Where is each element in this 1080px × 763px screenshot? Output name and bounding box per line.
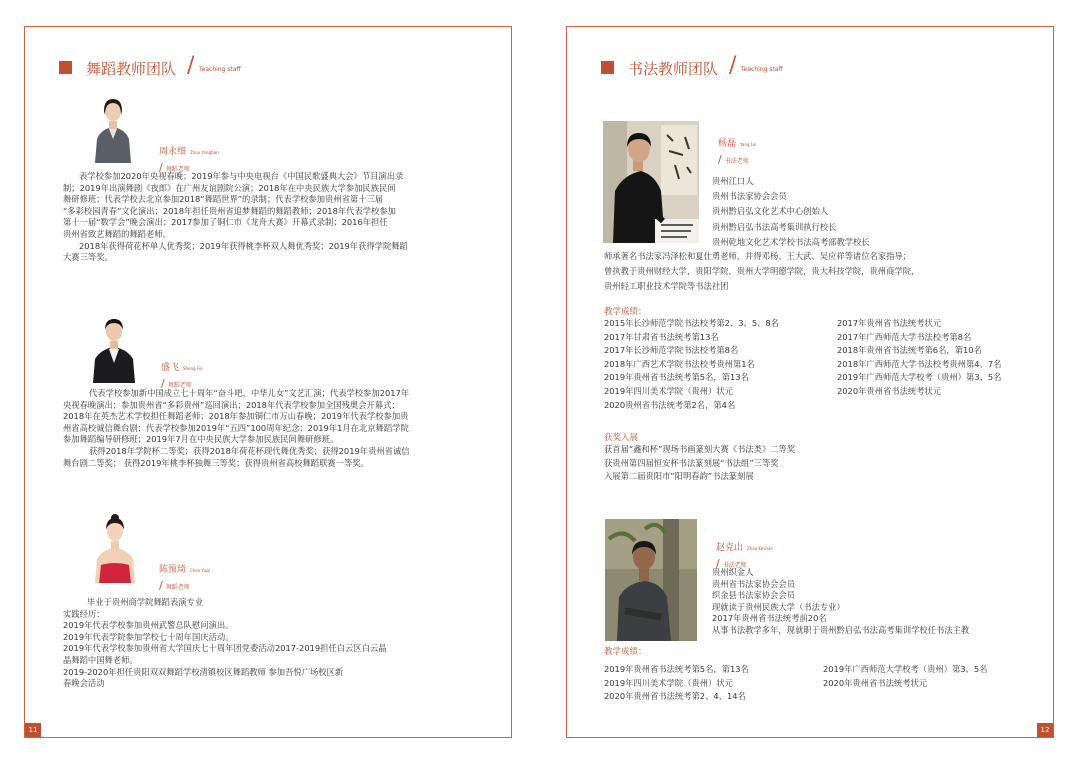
bio-line: 2018年获得荷花杯单人优秀奖；2019年获得桃李杯双人舞优秀奖；2019年获得学院舞蹈 <box>79 240 408 251</box>
list-item <box>604 399 1044 413</box>
achievement-left: 2018年广西艺术学院书法校考贵州第1名 <box>604 358 755 369</box>
teacher-name-block-zhou <box>159 139 219 174</box>
teacher-name: 周永细 <box>159 147 187 157</box>
list-item <box>604 358 1044 372</box>
teacher-name: 陈预琦 <box>159 565 187 575</box>
intro-line: 织金县书法家协会会员 <box>712 590 795 601</box>
award-item: 获贵州第四届恒安杯书法篆刻展“书法组”三等奖 <box>604 457 779 468</box>
achievements-heading: 教学成绩： <box>604 307 647 317</box>
list-item <box>604 385 1044 399</box>
list-item <box>604 344 1044 358</box>
teacher-name-block-sheng <box>161 355 203 390</box>
list-item <box>604 443 1044 457</box>
achievement-left: 2020年贵州省书法统考第2、4、14名 <box>604 691 746 702</box>
portrait-icon <box>89 315 139 383</box>
teacher-intro-zhao <box>712 567 1042 637</box>
bio-line: 参加舞蹈编导研修班；2019年7月在中央民族大学参加民族民间舞研修班。 <box>63 434 339 445</box>
list-item <box>604 371 1044 385</box>
teacher-name-block-chen <box>159 557 210 592</box>
achievement-left: 2019年四川美术学院（贵州）状元 <box>604 385 733 396</box>
teacher-name-en: Zhao Keshan <box>747 546 773 551</box>
intro-line: 从事书法教学多年，现就职于贵州黔启弘书法高考集训学校任书法主教 <box>712 624 970 635</box>
list-item <box>604 317 1044 331</box>
intro-line: 现就读于贵州民族大学（书法专业） <box>712 601 845 612</box>
bio-line: 获得2018年学院杯二等奖；获得2018年荷花杯现代舞优秀奖；获得2019年贵州省诚信 <box>89 445 410 456</box>
title-square-icon <box>601 61 614 74</box>
teacher-intro-yang <box>712 174 1042 250</box>
page-number: 11 <box>25 723 41 737</box>
bio-line: 州省高校诚信舞台剧；代表学校参加2019年“五四”100周年纪念；2019年1月在北京舞蹈学院 <box>63 422 409 433</box>
section-subtitle-en: Teaching staff <box>741 66 783 73</box>
teacher-role-label: 舞蹈老师 <box>167 382 192 389</box>
left-page <box>24 26 512 738</box>
award-item: 获首届“鑫和杯”现场书画篆刻大赛《书法类》二等奖 <box>604 444 796 454</box>
intro-line: 贵州书法家协会会员 <box>712 191 787 202</box>
achievement-right: 2018年广西师范大学书法校考贵州第4、7名 <box>837 358 1002 369</box>
list-item <box>604 677 1044 691</box>
list-item <box>604 457 1044 471</box>
teacher-bio-sheng <box>63 388 475 469</box>
teacher-photo-chen <box>87 511 143 583</box>
intro-line: 2017年贵州省书法统考前20名 <box>712 613 827 624</box>
list-item <box>604 663 1044 677</box>
teacher-photo-zhou <box>87 93 139 163</box>
bio-line: 第十一届“数学会”晚会演出；2017参加了铜仁市《龙舟大赛》开幕式录制；2016年担任 <box>63 217 388 228</box>
teacher-name-en: Chen Yuqi <box>190 568 210 573</box>
achievement-right: 2017年贵州省书法统考状元 <box>837 318 942 328</box>
achievement-left: 2015年长沙师范学院书法校考第2、3、5、8名 <box>604 318 779 328</box>
bio-line: 表学校参加2020年央视春晚；2019年参与中央电视台《中国民歌盛典大会》节目演出录 <box>79 171 404 181</box>
teacher-name-en: Yang Lei <box>740 142 757 147</box>
intro-line: 贵州织金人 <box>712 567 754 577</box>
bio-line: 实践经历： <box>63 608 105 619</box>
achievements-heading: 教学成绩： <box>604 647 647 657</box>
bio-line: 贵州轻工职业技术学院等书法社团 <box>604 281 729 292</box>
bio-line: 2019年代表学院参加学校七十周年国庆活动。 <box>63 631 234 642</box>
teacher-name-en: Zhou Yongtian <box>190 150 219 155</box>
teacher-bio-yang <box>604 249 1044 295</box>
achievement-left: 2017年甘肃省书法统考第13名 <box>604 331 719 342</box>
achievements-list-zhao <box>604 663 1044 704</box>
bio-line: 毕业于贵州商学院舞蹈表演专业 <box>87 597 204 607</box>
award-item: 入展第二届贵阳市“阳明春韵”书法篆刻展 <box>604 471 754 482</box>
achievement-right: 2018年贵州省书法统考第6名，第10名 <box>837 345 982 356</box>
intro-line: 贵州黔启弘书法高考集训执行校长 <box>712 221 837 232</box>
bio-line: 曾执教于贵州财经大学，贵阳学院，贵州大学明德学院，贵大科技学院，贵州商学院， <box>604 266 920 277</box>
bio-line: 代表学校参加新中国成立七十周年“奋斗吧，中华儿女”文艺汇演；代表学校参加2017年 <box>89 388 410 398</box>
section-subtitle-en: Teaching staff <box>199 66 241 73</box>
intro-line: 贵州黔启弘文化艺术中心创始人 <box>712 206 829 217</box>
title-slash: / <box>729 53 737 78</box>
achievement-right: 2019年广西师范大学校考（贵州）第3、5名 <box>837 372 1002 383</box>
bio-line: 大赛三等奖。 <box>63 252 113 263</box>
teacher-photo-sheng <box>89 315 139 383</box>
achievement-left: 2020贵州省书法统考第2名，第4名 <box>604 399 736 410</box>
list-item <box>604 690 1044 704</box>
portrait-icon <box>603 121 699 243</box>
intro-line: 贵州江口人 <box>712 176 754 186</box>
list-item <box>604 331 1044 345</box>
achievement-right: 2019年广西师范大学校考（贵州）第3、5名 <box>823 664 988 674</box>
bio-line: 2019-2020年担任贵阳双双舞蹈学校清镇校区舞蹈教师 参加吾悦广场校区新 <box>63 666 344 677</box>
achievement-left: 2019年贵州省书法统考第5名，第13名 <box>604 664 749 674</box>
intro-line: 贵州乾地文化艺术学校书法高考部教学校长 <box>712 236 870 247</box>
bio-line: 舞台剧二等奖； 获得2019年桃李杯独舞三等奖；获得贵州省高校舞蹈联赛一等奖。 <box>63 457 369 468</box>
portrait-icon <box>87 93 139 163</box>
bio-line: “多彩校园青春”文化演出；2018年担任贵州省追梦舞蹈的舞蹈教师；2018年代表学校参加 <box>63 205 396 216</box>
bio-line: 晶舞蹈中国舞老师。 <box>63 654 138 665</box>
bio-line: 央视春晚演出；参加贵州省“多彩贵州”巡回演出；2018年代表学校参加全国残奥会开幕式； <box>63 399 400 410</box>
teacher-name-en: Sheng Fei <box>183 366 203 371</box>
teacher-role: / 书法老师 <box>718 153 749 166</box>
portrait-icon <box>605 519 697 641</box>
achievement-right: 2020年贵州省书法统考状元 <box>837 385 942 396</box>
teacher-role: / 舞蹈老师 <box>159 161 190 174</box>
awards-heading: 获奖入展 <box>604 433 639 443</box>
teacher-role-label: 书法老师 <box>724 158 749 165</box>
achievement-left: 2017年长沙师范学院书法校考第8名 <box>604 345 739 356</box>
teacher-name-block-zhao <box>716 535 773 570</box>
teacher-bio-chen <box>63 597 475 690</box>
teacher-name: 盛飞 <box>161 363 180 373</box>
bio-line: 舞研修班；代表学校去北京参加2018“舞蹈世界”的录制；代表学校参加贵州省第十三届 <box>63 194 384 205</box>
teacher-role-label: 舞蹈老师 <box>165 166 190 173</box>
achievement-left: 2019年四川美术学院（贵州）状元 <box>604 677 733 688</box>
teacher-role: / 书法老师 <box>716 557 747 570</box>
right-page <box>566 26 1054 738</box>
awards-list-yang <box>604 443 1044 484</box>
teacher-name: 杨磊 <box>718 139 737 149</box>
teacher-role-label: 舞蹈老师 <box>165 584 190 591</box>
bio-line: 2019年代表学校参加贵州武警总队慰问演出。 <box>63 620 234 631</box>
intro-line: 贵州省书法家协会会员 <box>712 578 795 589</box>
achievement-left: 2019年贵州省书法统考第5名，第13名 <box>604 372 749 383</box>
section-title-text: 舞蹈教师团队 <box>86 60 177 78</box>
achievement-right: 2017年广西师范大学书法校考第8名 <box>837 331 972 342</box>
teacher-role-label: 书法老师 <box>722 562 747 569</box>
page-number: 12 <box>1037 723 1053 737</box>
bio-line: 制；2019年出演舞剧《夜郎》在广州友谊剧院公演；2018年在中央民族大学参加民族民间 <box>63 182 396 193</box>
bio-line: 春晚会活动 <box>63 678 105 689</box>
teacher-role: / 舞蹈老师 <box>161 377 192 390</box>
teacher-bio-zhou <box>63 171 475 264</box>
bio-line: 贵州省致艺舞蹈的舞蹈老师。 <box>63 228 171 239</box>
teacher-photo-yang <box>603 121 699 243</box>
list-item <box>604 470 1044 484</box>
bio-line: 2019年代表学校参加贵州省大学国庆七十周年团党委活动2017-2019担任白云区白云晶 <box>63 643 387 654</box>
section-title-text: 书法教师团队 <box>628 60 719 78</box>
teacher-name: 赵克山 <box>716 543 744 553</box>
teacher-photo-zhao <box>605 519 697 641</box>
bio-line: 2018年在英杰艺术学校担任舞蹈老师；2018年参加铜仁市万山春晚；2019年代表学校参加贵 <box>63 411 409 422</box>
title-square-icon <box>59 61 72 74</box>
achievements-list-yang <box>604 317 1044 412</box>
achievement-right: 2020年贵州省书法统考状元 <box>823 677 928 688</box>
teacher-role: / 舞蹈老师 <box>159 579 190 592</box>
portrait-icon <box>87 511 143 583</box>
title-slash: / <box>187 53 195 78</box>
teacher-name-block-yang <box>718 131 756 166</box>
bio-line: 师承著名书法家冯泽松和夏仕勇老师，并得邓杨、王大武、吴应祥等诸位名家指导； <box>604 251 911 261</box>
